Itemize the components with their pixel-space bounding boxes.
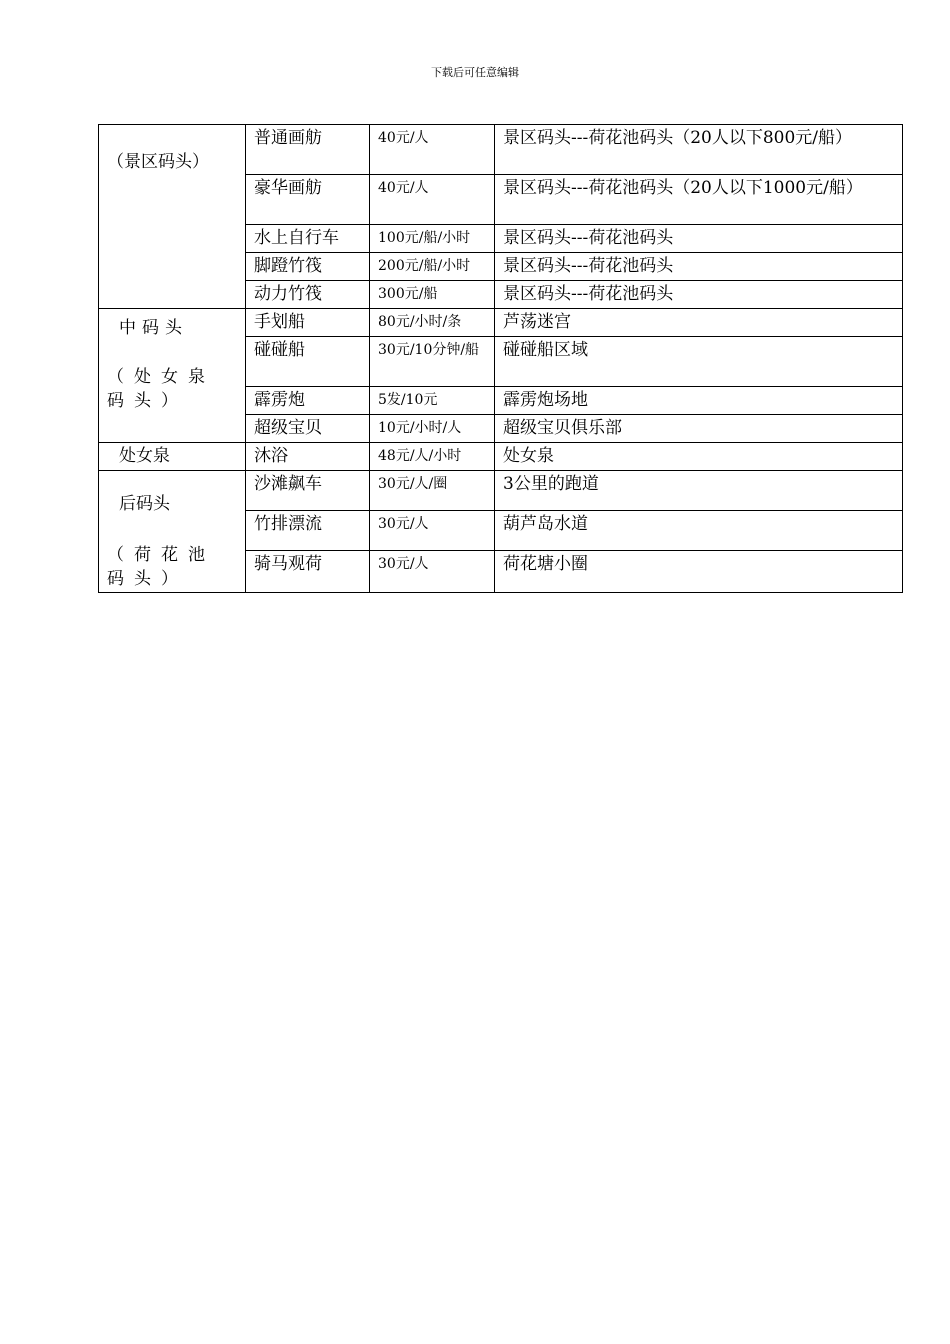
place-cell: 超级宝贝俱乐部: [495, 415, 903, 443]
item-cell: 豪华画舫: [246, 175, 370, 225]
place-cell: 景区码头---荷花池码头（20人以下800元/船）: [495, 125, 903, 175]
location-label-sub: （处女泉码头）: [107, 367, 215, 411]
table-row: [99, 309, 903, 337]
item-cell: 超级宝贝: [246, 415, 370, 443]
pricing-table: [98, 124, 903, 593]
place-cell: 景区码头---荷花池码头: [495, 281, 903, 309]
item-cell: 沙滩飙车: [246, 471, 370, 511]
place-cell: 景区码头---荷花池码头（20人以下1000元/船）: [495, 175, 903, 225]
price-cell: 30元/人/圈: [370, 471, 495, 511]
place-cell: 芦荡迷宫: [495, 309, 903, 337]
location-label-sub: （荷花池码头）: [107, 545, 215, 589]
table-row: [99, 125, 903, 175]
item-cell: 沐浴: [246, 443, 370, 471]
location-label: （景区码头）: [107, 152, 209, 172]
place-cell: 3公里的跑道: [495, 471, 903, 511]
item-cell: 碰碰船: [246, 337, 370, 387]
location-cell: [99, 471, 246, 593]
item-cell: 普通画舫: [246, 125, 370, 175]
price-cell: 40元/人: [370, 125, 495, 175]
price-cell: 40元/人: [370, 175, 495, 225]
place-cell: 葫芦岛水道: [495, 511, 903, 551]
price-cell: 10元/小时/人: [370, 415, 495, 443]
price-cell: 5发/10元: [370, 387, 495, 415]
place-cell: 荷花塘小圈: [495, 551, 903, 593]
item-cell: 动力竹筏: [246, 281, 370, 309]
table-row: [99, 443, 903, 471]
price-cell: 80元/小时/条: [370, 309, 495, 337]
header-note: 下载后可任意编辑: [431, 66, 519, 79]
item-cell: 骑马观荷: [246, 551, 370, 593]
item-cell: 手划船: [246, 309, 370, 337]
location-label: 处女泉: [119, 446, 170, 466]
table-row: [99, 471, 903, 511]
price-cell: 30元/人: [370, 511, 495, 551]
location-label-main: 中码头: [119, 318, 188, 338]
price-cell: 30元/10分钟/船: [370, 337, 495, 387]
price-cell: 300元/船: [370, 281, 495, 309]
price-cell: 30元/人: [370, 551, 495, 593]
place-cell: 景区码头---荷花池码头: [495, 225, 903, 253]
item-cell: 水上自行车: [246, 225, 370, 253]
location-label-main: 后码头: [119, 494, 170, 514]
price-cell: 200元/船/小时: [370, 253, 495, 281]
place-cell: 处女泉: [495, 443, 903, 471]
location-cell: [99, 443, 246, 471]
price-cell: 100元/船/小时: [370, 225, 495, 253]
location-cell: [99, 309, 246, 443]
place-cell: 景区码头---荷花池码头: [495, 253, 903, 281]
item-cell: 脚蹬竹筏: [246, 253, 370, 281]
item-cell: 霹雳炮: [246, 387, 370, 415]
place-cell: 霹雳炮场地: [495, 387, 903, 415]
place-cell: 碰碰船区域: [495, 337, 903, 387]
item-cell: 竹排漂流: [246, 511, 370, 551]
location-cell: [99, 125, 246, 309]
price-cell: 48元/人/小时: [370, 443, 495, 471]
